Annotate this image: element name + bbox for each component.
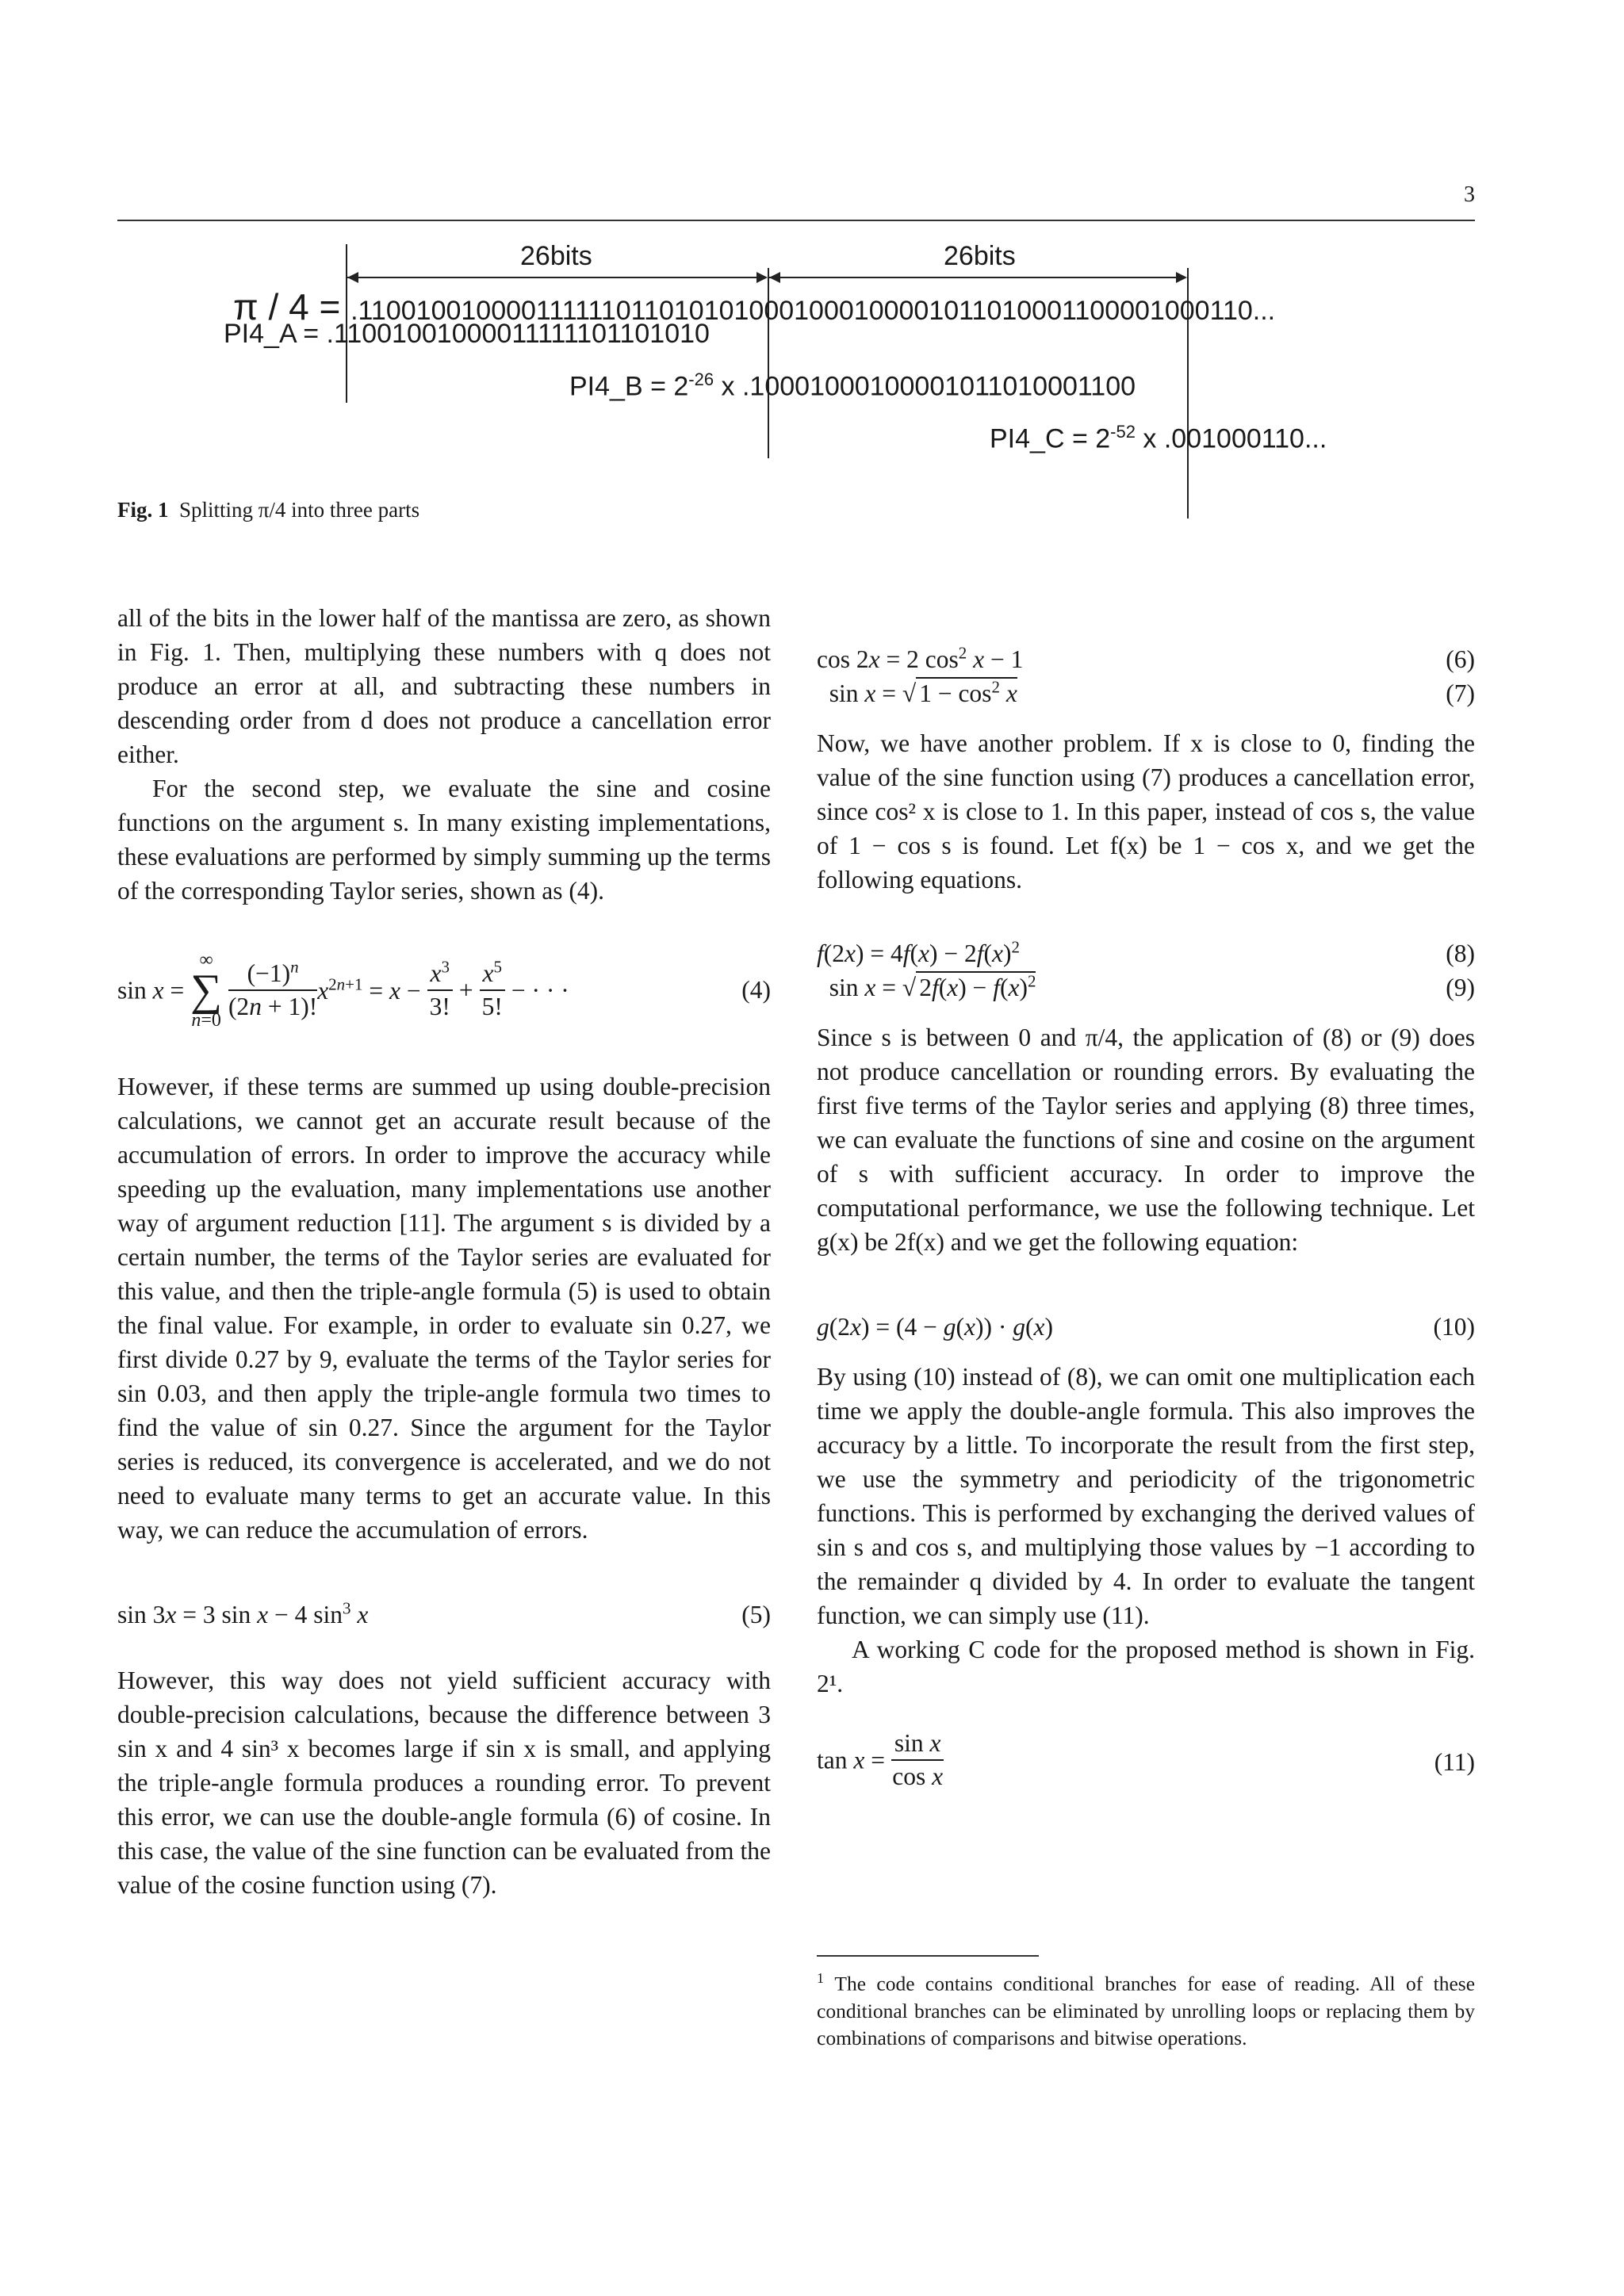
paragraph: For the second step, we evaluate the sine and cosine functions on the argument s. In many existing implementations, these evaluations are performed by simply summing up the terms of the corresponding Taylor series, shown as (4). bbox=[117, 775, 771, 905]
paragraph: Since s is between 0 and π/4, the application of (8) or (9) does not produce cancellation or rounding errors. By evaluating the first five terms of the Taylor series and applying (8) three times, we can evaluate the functions of sine and cosine on the argument of s with sufficient accuracy. In order to improve the computational performance, we use the following technique. Let g(x) be 2f(x) and we get the following equation: bbox=[817, 1024, 1475, 1256]
equation-8: $f(2x) = 4f(x) - 2f(x)^2$ (8) bbox=[817, 936, 1475, 970]
figure-caption: Fig. 1 Splitting π/4 into three parts bbox=[117, 498, 420, 522]
equation-number: (8) bbox=[1446, 939, 1475, 967]
equation-6: cos 2x = 2 $\cos^2 x - 1$ (6) bbox=[817, 642, 1475, 676]
footnote bbox=[817, 1965, 1475, 2052]
equation-9: sin x = √ $2f(x) - f(x)^2$ (9) bbox=[817, 970, 1475, 1004]
pi4-b-row: PI4_B = $2^{-26}$ x .10001000100001011010001100 bbox=[569, 369, 1136, 402]
equation-7: sin x = √ $1 - \cos^2 x$ (7) bbox=[817, 676, 1475, 710]
footnote-text: The code contains conditional branches for ease of reading. All of these conditional branches can be eliminated by unrolling loops or replacing them by combinations of comparisons and bitwise operations. bbox=[817, 1972, 1476, 2049]
equation-number: (4) bbox=[741, 976, 771, 1004]
equation-number: (5) bbox=[741, 1601, 771, 1628]
footnote-rule bbox=[817, 1955, 1039, 1957]
page-number: 3 bbox=[1464, 182, 1475, 207]
bits-arrow-right bbox=[769, 277, 1185, 278]
paragraph: By using (10) instead of (8), we can omit one multiplication each time we apply the double-angle formula. This also improves the accuracy by a little. To incorporate the result from the first step, we use the symmetry and periodicity of the trigonometric functions. This is performed by exchanging the derived values of sin s and cos s, and multiplying those values by −1 according to the remainder q divided by 4. In order to evaluate the tangent function, we can simply use (11). bbox=[817, 1363, 1475, 1629]
footnote-mark: 1 bbox=[817, 1970, 824, 1986]
header-rule bbox=[117, 220, 1475, 221]
right-column bbox=[817, 601, 1475, 1799]
bits-arrow-left bbox=[347, 277, 766, 278]
paragraph: A working C code for the proposed method is shown in Fig. 2¹. bbox=[817, 1636, 1475, 1697]
equation-5: sin 3x = 3 sin x − 4 $\sin^3 x$ (5) bbox=[117, 1598, 771, 1632]
equation-number: (10) bbox=[1433, 1313, 1475, 1341]
pi4-a-row: PI4_A = .11001001000011111101101010 bbox=[224, 319, 710, 349]
equation-4: sin x = ∞ ∑ n=0 $\frac{(-1)^n}{(2n + 1)!}$ $x^{2n+1} = x$ − $\frac{x^3}{3!}$ + $\frac{x^5}{5!}$ − · · · (4) bbox=[117, 950, 771, 1031]
paragraph: Now, we have another problem. If x is close to 0, finding the value of the sine function using (7) produces a cancellation error, since cos² x is close to 1. In this paper, instead of cos s, the value of 1 − cos s is found. Let f(x) be 1 − cos x, and we get the following equations. bbox=[817, 729, 1475, 894]
bits-label-right: 26bits bbox=[944, 241, 1016, 271]
left-column bbox=[117, 601, 771, 1902]
paragraph: all of the bits in the lower half of the mantissa are zero, as shown in Fig. 1. Then, multiplying these numbers with q does not produce an error at all, and subtracting these numbers in descending order from d does not produce a cancellation error either. bbox=[117, 604, 771, 768]
equation-number: (6) bbox=[1446, 645, 1475, 673]
paragraph: However, this way does not yield sufficient accuracy with double-precision calculations, because the difference between 3 sin x and 4 sin³ x becomes large if sin x is small, and applying the triple-angle formula produces a rounding error. To prevent this error, we can use the double-angle formula (6) of cosine. In this case, the value of the sine function can be evaluated from the value of the cosine function using (7). bbox=[117, 1667, 771, 1899]
equation-10: g(2x) = (4 − g(x)) · g(x) (10) bbox=[817, 1310, 1475, 1344]
equation-11: tan x = $\frac{\text{sin x}}{\text{cos x}}$ (11) bbox=[817, 1729, 1475, 1790]
equation-number: (7) bbox=[1446, 679, 1475, 707]
pi4-c-row: PI4_C = $2^{-52}$ x .001000110... bbox=[990, 422, 1327, 454]
equation-number: (9) bbox=[1446, 974, 1475, 1001]
figure-1 bbox=[0, 230, 1624, 499]
equation-number: (11) bbox=[1434, 1748, 1475, 1776]
paragraph: However, if these terms are summed up using double-precision calculations, we cannot get an accurate result because of the accumulation of errors. In order to improve the accuracy while speeding up the evaluation, many implementations use another way of argument reduction [11]. The argument s is divided by a certain number, the terms of the Taylor series are evaluated for this value, and then the triple-angle formula (5) is used to obtain the final value. For example, in order to evaluate sin 0.27, we first divide 0.27 by 9, evaluate the terms of the Taylor series for sin 0.03, and then apply the triple-angle formula two times to find the value of sin 0.27. Since the argument for the Taylor series is reduced, its convergence is accelerated, and we do not need to evaluate many terms to get an accurate value. In this way, we can reduce the accumulation of errors. bbox=[117, 1073, 771, 1544]
pi-over-4-row: π / 4 = .1100100100001111110110101010001000100001011010001100001000110... bbox=[233, 286, 1276, 327]
bits-label-left: 26bits bbox=[520, 241, 592, 271]
